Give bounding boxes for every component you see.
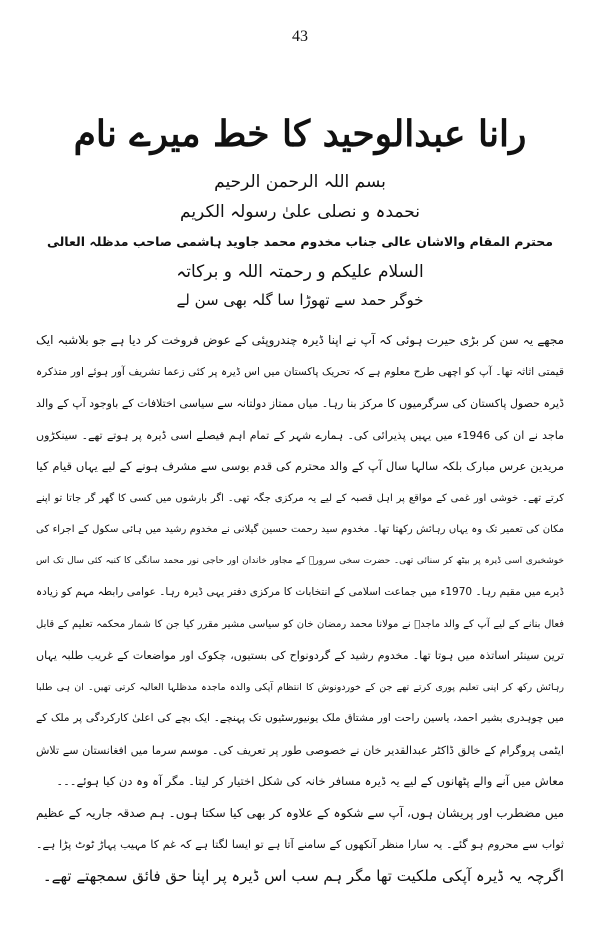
body-line: اگرچہ یہ ڈیرہ آپکی ملکیت تھا مگر ہم سب اس ڈیرہ پر اپنا حق فائق سمجھتے تھے۔ xyxy=(42,866,564,885)
body-line: ڈیرے میں مقیم رہا۔ 1970ء میں جماعت اسلامی کے انتخابات کا مرکزی دفتر یہی ڈیرہ رہا۔ عوامی رابطہ مہم کو زیادہ xyxy=(36,586,564,598)
body-line: میں چوہدری بشیر احمد، یاسین راحت اور مشتاق ملک یونیورسٹیوں تک پہنچے۔ ایک بچے کی اعلیٰ کارکردگی پر ملک کے xyxy=(36,712,564,724)
page-title: رانا عبدالوحید کا خط میرے نام xyxy=(73,113,527,155)
body-line: مکان کی تعمیر تک وہ یہاں رہائش رکھتا تھا۔ مخدوم سید رحمت حسین گیلانی نے مخدوم رشید میں ہائی سکول کے اجراء کی xyxy=(36,524,564,535)
body-line: کرتے تھے۔ خوشی اور غمی کے مواقع پر اہل قصبہ کے لیے یہ مرکزی جگہ تھی۔ اگر بارشوں میں کسی کا گھر گر جاتا تو اپنے xyxy=(36,492,564,504)
body-line: ایٹمی پروگرام کے خالق ڈاکٹر عبدالقدیر خان نے خصوصی طور پر تعریف کی۔ موسم سرما میں افغانستان سے تلاش xyxy=(36,743,564,757)
body-line: خوشخبری اسی ڈیرہ پر بیٹھ کر سنائی تھی۔ حضرت سخی سرورؒ کے مجاور خاندان اور حاجی نور محمد سانگی کا کنبہ کئی سال تک اس xyxy=(36,555,564,566)
body-line: قیمتی اثاثہ تھا۔ آپ کو اچھی طرح معلوم ہے کہ تحریک پاکستان میں اس ڈیرہ پر کئی زعما تشریف آور ہوئے اور متذکرہ xyxy=(36,365,564,378)
body-line: ڈیرہ حصول پاکستان کی سرگرمیوں کا مرکز بنا رہا۔ میاں ممتاز دولتانہ سے سیاسی اختلافات کے باوجود آپ کے والد xyxy=(36,397,564,410)
body-line: مریدین عرس مبارک بلکہ سالہا سال آپ کے والد محترم کی قدم بوسی سے مشرف ہونے کے لیے یہاں قیام کیا xyxy=(36,459,564,473)
opening-verse: خوگر حمد سے تھوڑا سا گلہ بھی سن لے xyxy=(176,291,424,309)
letter-body xyxy=(36,325,564,892)
salam-greeting: السلام علیکم و رحمتہ اللہ و برکاتہ xyxy=(176,262,424,282)
salutation: محترم المقام والاشان عالی جناب مخدوم محمد جاوید ہاشمی صاحب مدظلہ العالی xyxy=(46,234,554,249)
body-line: معاش میں آنے والے پٹھانوں کے لیے یہ ڈیرہ مسافر خانہ کی شکل اختیار کر لیتا۔ مگر آہ وہ دن کیا ہوئے۔۔۔ xyxy=(56,774,564,788)
page-number: 43 xyxy=(292,28,308,45)
body-line: میں مضطرب اور پریشان ہوں، آپ سے شکوہ کے علاوہ کر بھی کیا سکتا ہوں۔ ہم صدقہ جاریہ کے عظیم xyxy=(36,805,564,820)
letter-header xyxy=(40,105,560,313)
bismillah: بسم اللہ الرحمن الرحیم xyxy=(214,172,386,192)
body-line: ترین سینئر اساتذہ میں ہوتا تھا۔ مخدوم رشید کے گردونواح کی بستیوں، چکوک اور مواضعات کے غریب طلبہ یہاں xyxy=(36,649,564,662)
durood: نحمدہ و نصلی علیٰ رسولہ الکریم xyxy=(180,202,420,222)
body-line: مجھے یہ سن کر بڑی حیرت ہوئی کہ آپ نے اپنا ڈیرہ چندروپئی کے عوض فروخت کر دیا ہے جو بلاشبہ ایک xyxy=(36,333,564,347)
body-line: ثواب سے محروم ہو گئے۔ یہ سارا منظر آنکھوں کے سامنے آتا ہے تو ایسا لگتا ہے کہ غم کا مہیب پہاڑ ٹوٹ پڑا ہے۔ xyxy=(36,838,564,851)
body-line: رہائش رکھ کر اپنی تعلیم پوری کرتے تھے جن کے خوردونوش کا انتظام آپکی والدہ ماجدہ مدظلہا العالیہ کرتی تھیں۔ ان ہی طلبا xyxy=(36,681,564,693)
body-line: ماجد نے ان کی 1946ء میں یہیں پذیرائی کی۔ ہمارے شہر کے تمام اہم فیصلے اسی ڈیرہ پر ہوتے تھے۔ سینکڑوں xyxy=(36,428,564,442)
body-line: فعال بنانے کے لیے آپ کے والد ماجدؒ نے مولانا محمد رمضان خان کو سیاسی مشیر مقرر کیا جن کا شمار محکمہ تعلیم کے قابل xyxy=(36,618,564,630)
